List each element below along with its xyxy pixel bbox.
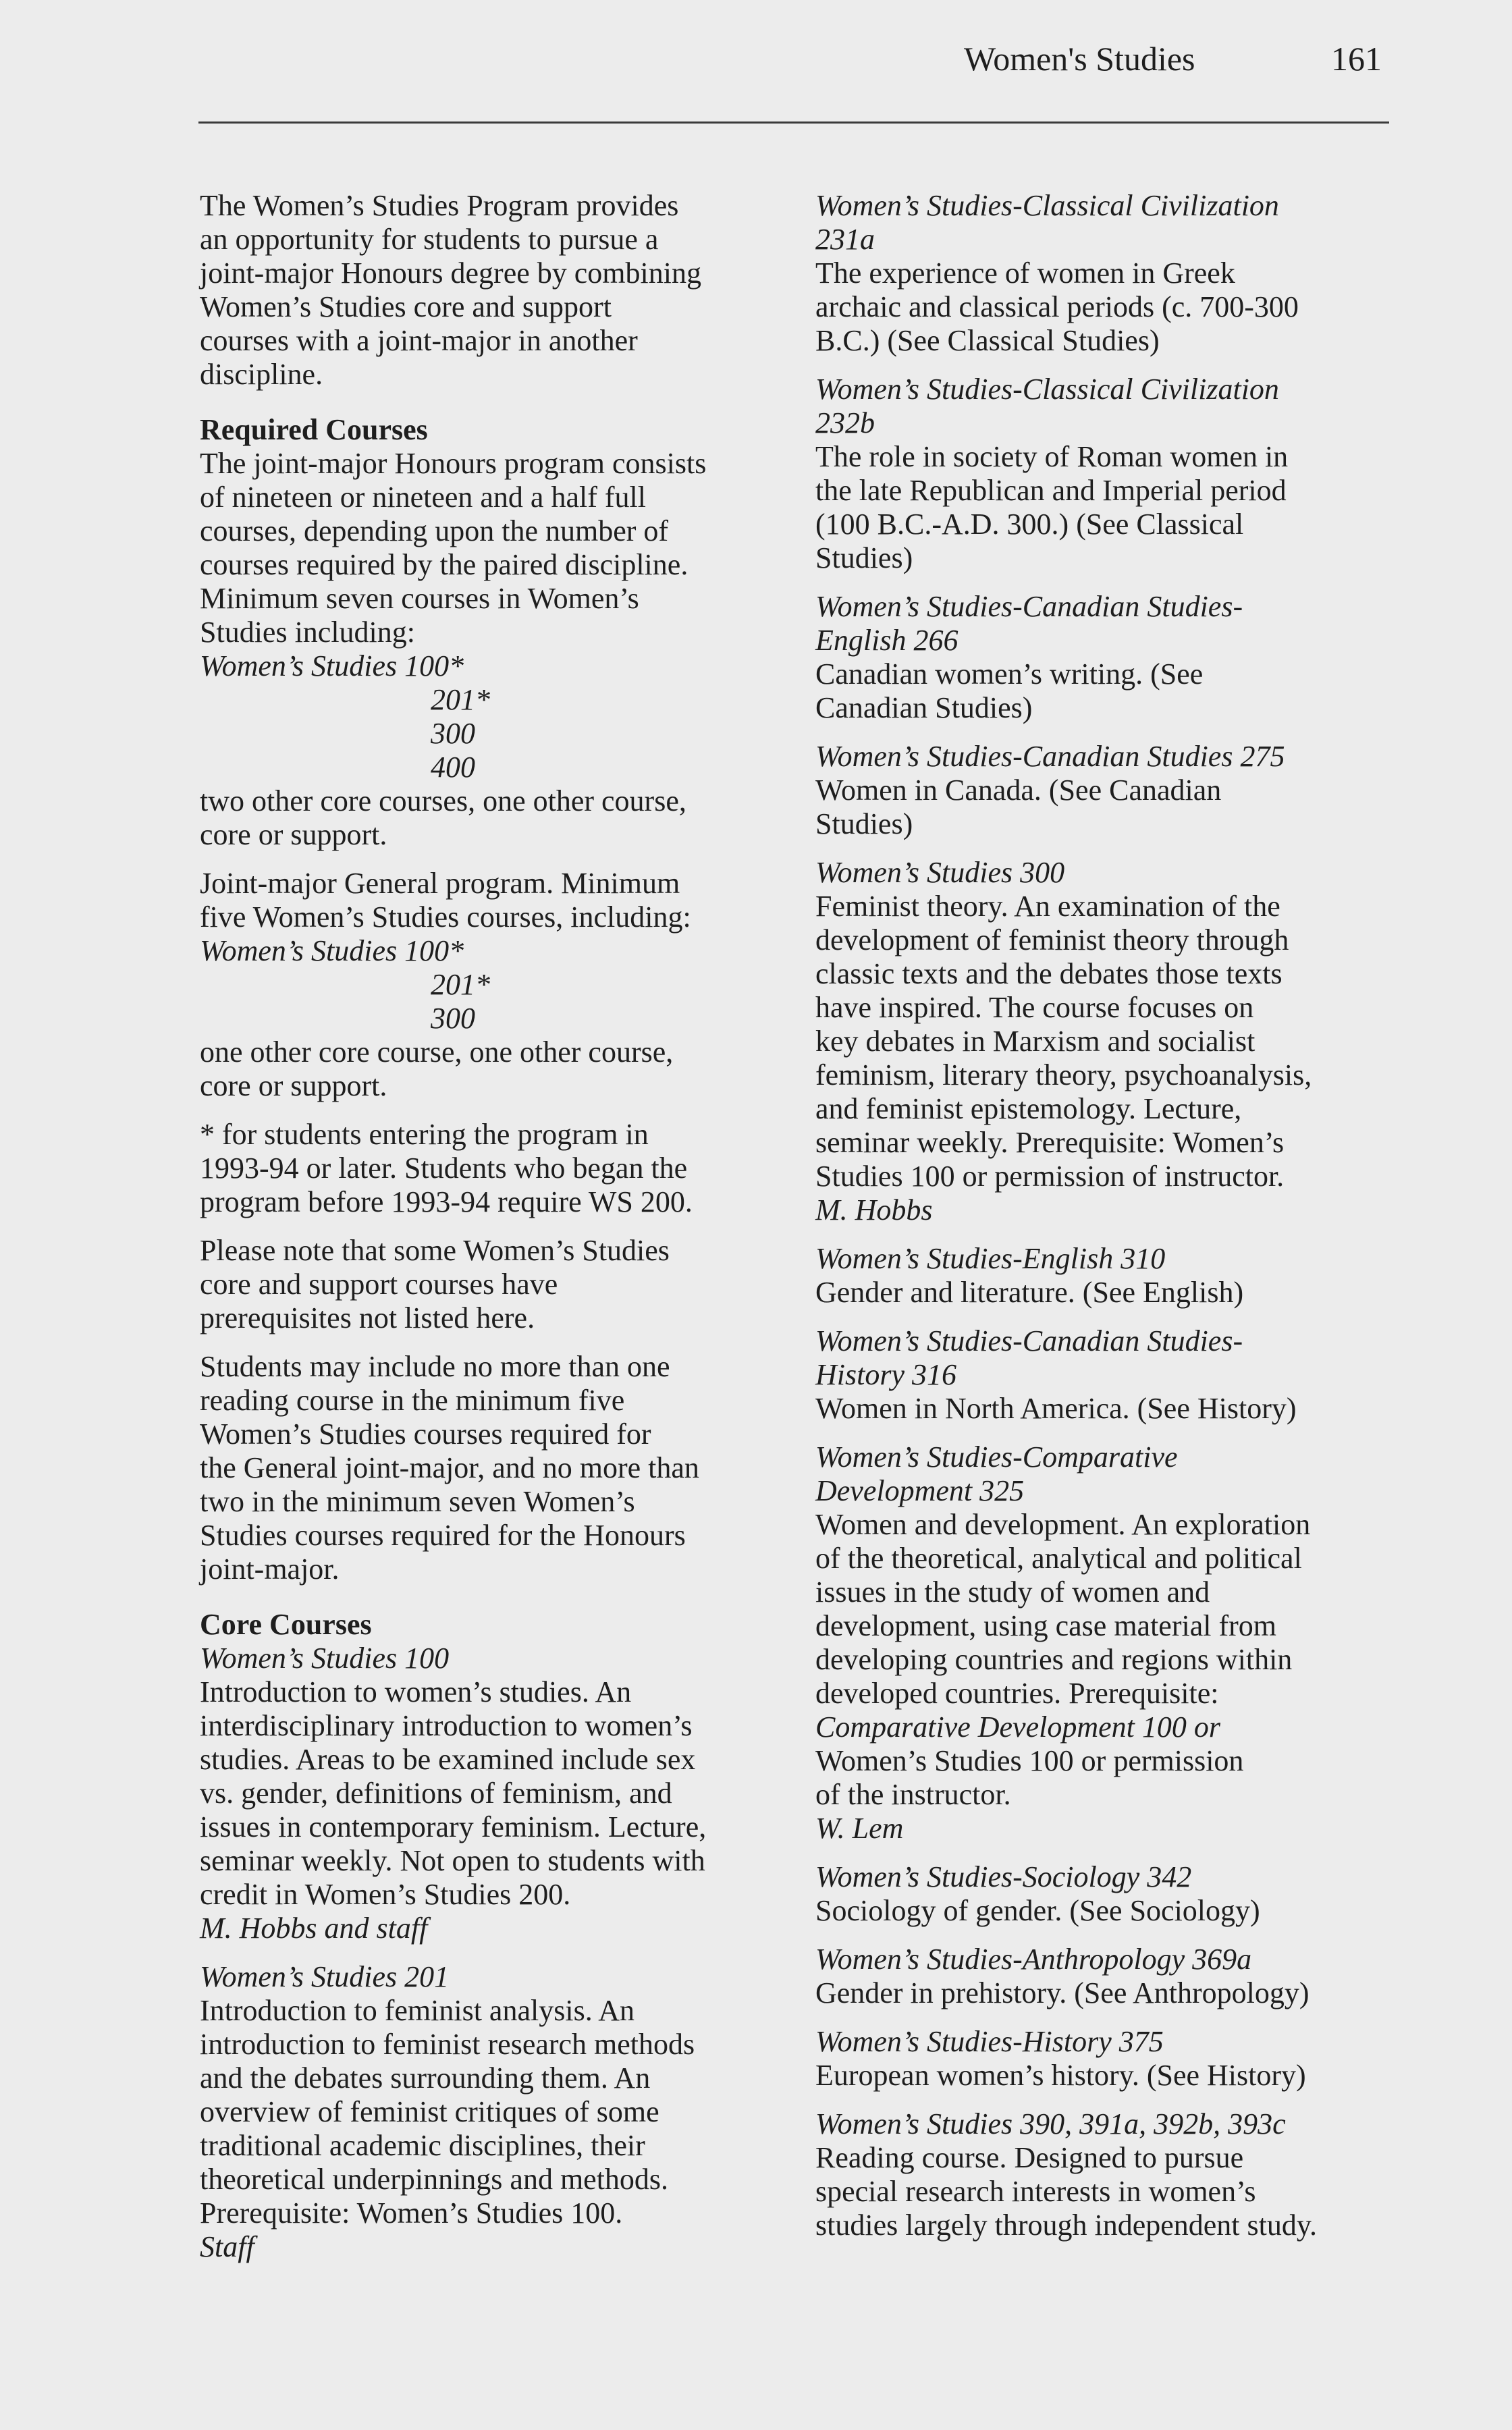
text-line: Women’s Studies-Classical Civilization — [815, 373, 1279, 406]
text-line: 1993-94 or later. Students who began the — [200, 1152, 688, 1185]
paragraph-gap — [815, 1227, 1396, 1242]
text-line: Women’s Studies core and support — [200, 290, 612, 323]
text-line: core or support. — [200, 1069, 387, 1102]
paragraph-gap — [815, 1426, 1396, 1440]
text-line: studies. Areas to be examined include sex — [200, 1743, 696, 1776]
text-line: Studies courses required for the Honours — [200, 1519, 686, 1552]
text-line: Women’s Studies 100 — [200, 1642, 450, 1675]
text-line: Women and development. An exploration — [815, 1508, 1311, 1541]
text-line: The role in society of Roman women in — [815, 440, 1289, 473]
text-line: an opportunity for students to pursue a — [200, 223, 659, 256]
text-line: key debates in Marxism and socialist — [815, 1025, 1256, 1058]
paragraph-gap — [815, 2092, 1396, 2107]
text-line: Students may include no more than one — [200, 1350, 670, 1383]
text-line: 400 — [431, 751, 475, 784]
text-line: Women’s Studies-Canadian Studies- — [815, 1324, 1243, 1357]
text-line: B.C.) (See Classical Studies) — [815, 324, 1160, 357]
text-line: of nineteen or nineteen and a half full — [200, 481, 646, 514]
text-line: 231a — [815, 223, 875, 256]
text-line: introduction to feminist research methods — [200, 2028, 695, 2061]
text-line: one other core course, one other course, — [200, 1035, 674, 1069]
text-line: overview of feminist critiques of some — [200, 2095, 659, 2128]
paragraph-gap — [200, 1335, 780, 1350]
text-line: Prerequisite: Women’s Studies 100. — [200, 2196, 623, 2230]
text-line: Canadian women’s writing. (See — [815, 657, 1204, 691]
text-line: classic texts and the debates those texts — [815, 957, 1282, 990]
text-line: core and support courses have — [200, 1268, 558, 1301]
text-line: 300 — [431, 1002, 475, 1035]
text-line: interdisciplinary introduction to women’s — [200, 1709, 693, 1742]
text-line: (100 B.C.-A.D. 300.) (See Classical — [815, 508, 1244, 541]
section-heading: Core Courses — [200, 1608, 372, 1641]
section-heading: Required Courses — [200, 413, 428, 446]
text-line: and feminist epistemology. Lecture, — [815, 1092, 1242, 1125]
text-line: issues in the study of women and — [815, 1575, 1210, 1609]
text-line: Women’s Studies-History 375 — [815, 2025, 1164, 2058]
text-line: Women in Canada. (See Canadian — [815, 774, 1222, 807]
left-column — [200, 189, 780, 2264]
text-line: core or support. — [200, 818, 387, 851]
paragraph-gap — [815, 358, 1396, 373]
paragraph-gap — [815, 1928, 1396, 1943]
text-line: feminism, literary theory, psychoanalysis, — [815, 1058, 1312, 1091]
text-line: Reading course. Designed to pursue — [815, 2141, 1244, 2174]
text-line: Women’s Studies-English 310 — [815, 1242, 1166, 1275]
text-line: Staff — [200, 2230, 254, 2263]
paragraph-gap — [200, 1945, 780, 1960]
paragraph-gap — [815, 841, 1396, 856]
text-line: The Women’s Studies Program provides — [200, 189, 679, 222]
text-line: The experience of women in Greek — [815, 256, 1235, 290]
text-line: Women’s Studies-Comparative — [815, 1440, 1178, 1474]
text-line: developing countries and regions within — [815, 1643, 1293, 1676]
text-line: Minimum seven courses in Women’s — [200, 582, 639, 615]
text-line: Studies including: — [200, 616, 415, 649]
text-line: discipline. — [200, 358, 323, 391]
right-column — [815, 189, 1396, 2242]
paragraph-gap — [200, 392, 780, 413]
text-line: European women’s history. (See History) — [815, 2059, 1306, 2092]
text-line: the General joint-major, and no more than — [200, 1451, 699, 1484]
text-line: Women’s Studies-Canadian Studies- — [815, 590, 1243, 623]
text-line: Women’s Studies 100* — [200, 649, 464, 682]
text-line: seminar weekly. Prerequisite: Women’s — [815, 1126, 1285, 1159]
text-line: of the theoretical, analytical and political — [815, 1542, 1302, 1575]
text-line: Women’s Studies-Sociology 342 — [815, 1860, 1192, 1893]
text-line: courses required by the paired discipline. — [200, 548, 688, 581]
text-line: courses with a joint-major in another — [200, 324, 638, 357]
text-line: Introduction to women’s studies. An — [200, 1675, 632, 1708]
text-line: Women in North America. (See History) — [815, 1392, 1297, 1425]
text-line: Joint-major General program. Minimum — [200, 867, 680, 900]
text-line: five Women’s Studies courses, including: — [200, 900, 691, 934]
text-line: Women’s Studies 201 — [200, 1960, 450, 1993]
text-line: English 266 — [815, 624, 959, 657]
text-line: Women’s Studies-Canadian Studies 275 — [815, 740, 1285, 773]
text-line: 232b — [815, 406, 875, 439]
text-line: Development 325 — [815, 1474, 1025, 1507]
text-line: traditional academic disciplines, their — [200, 2129, 645, 2162]
text-line: prerequisites not listed here. — [200, 1301, 535, 1334]
text-line: The joint-major Honours program consists — [200, 447, 707, 480]
paragraph-gap — [200, 1586, 780, 1608]
text-line: program before 1993-94 require WS 200. — [200, 1185, 693, 1218]
text-line: development, using case material from — [815, 1609, 1276, 1642]
text-line: developed countries. Prerequisite: — [815, 1677, 1219, 1710]
text-line: M. Hobbs — [815, 1193, 933, 1226]
text-line: Women’s Studies courses required for — [200, 1418, 651, 1451]
text-line: have inspired. The course focuses on — [815, 991, 1254, 1024]
page-number: 161 — [1331, 40, 1382, 78]
text-line: and the debates surrounding them. An — [200, 2061, 651, 2095]
text-line: Gender in prehistory. (See Anthropology) — [815, 1976, 1310, 2009]
text-line: joint-major Honours degree by combining — [200, 256, 701, 290]
text-line: courses, depending upon the number of — [200, 514, 669, 547]
text-line: reading course in the minimum five — [200, 1384, 625, 1417]
text-line: M. Hobbs and staff — [200, 1912, 428, 1945]
text-line: Women’s Studies 390, 391a, 392b, 393c — [815, 2107, 1286, 2140]
text-line: archaic and classical periods (c. 700-300 — [815, 290, 1299, 323]
text-line: Comparative Development 100 or — [815, 1710, 1220, 1744]
text-line: Canadian Studies) — [815, 691, 1033, 724]
text-line: W. Lem — [815, 1812, 904, 1845]
text-line: Women’s Studies-Classical Civilization — [815, 189, 1279, 222]
text-line: Please note that some Women’s Studies — [200, 1234, 670, 1267]
text-line: issues in contemporary feminism. Lecture, — [200, 1810, 707, 1843]
text-line: development of feminist theory through — [815, 923, 1289, 956]
text-line: Women’s Studies 300 — [815, 856, 1065, 889]
text-line: seminar weekly. Not open to students with — [200, 1844, 705, 1877]
text-line: Gender and literature. (See English) — [815, 1276, 1244, 1309]
text-line: 300 — [431, 717, 475, 750]
paragraph-gap — [815, 1310, 1396, 1324]
text-line: Women’s Studies-Anthropology 369a — [815, 1943, 1252, 1976]
text-line: two in the minimum seven Women’s — [200, 1485, 635, 1518]
text-line: Studies) — [815, 541, 913, 574]
text-line: 201* — [431, 683, 490, 716]
text-line: two other core courses, one other course, — [200, 784, 686, 817]
text-line: vs. gender, definitions of feminism, and — [200, 1777, 672, 1810]
text-line: Studies 100 or permission of instructor. — [815, 1160, 1285, 1193]
text-line: studies largely through independent study. — [815, 2209, 1317, 2242]
text-line: Feminist theory. An examination of the — [815, 890, 1280, 923]
text-line: Women’s Studies 100 or permission — [815, 1744, 1244, 1777]
header-rule — [198, 122, 1389, 124]
text-line: History 316 — [815, 1358, 956, 1391]
text-line: Sociology of gender. (See Sociology) — [815, 1894, 1260, 1927]
text-line: special research interests in women’s — [815, 2175, 1256, 2208]
text-line: credit in Women’s Studies 200. — [200, 1878, 571, 1911]
paragraph-gap — [815, 1845, 1396, 1860]
text-line: Introduction to feminist analysis. An — [200, 1994, 635, 2027]
paragraph-gap — [815, 725, 1396, 740]
text-line: Studies) — [815, 807, 913, 840]
text-line: 201* — [431, 968, 490, 1001]
paragraph-gap — [815, 575, 1396, 590]
text-line: * for students entering the program in — [200, 1118, 649, 1151]
paragraph-gap — [200, 1219, 780, 1234]
text-line: of the instructor. — [815, 1778, 1011, 1811]
running-header-title: Women's Studies — [964, 40, 1195, 78]
paragraph-gap — [815, 2010, 1396, 2025]
text-line: joint-major. — [200, 1552, 340, 1586]
paragraph-gap — [200, 1103, 780, 1118]
text-line: theoretical underpinnings and methods. — [200, 2163, 669, 2196]
paragraph-gap — [200, 852, 780, 867]
text-line: the late Republican and Imperial period — [815, 474, 1287, 507]
text-line: Women’s Studies 100* — [200, 934, 464, 967]
